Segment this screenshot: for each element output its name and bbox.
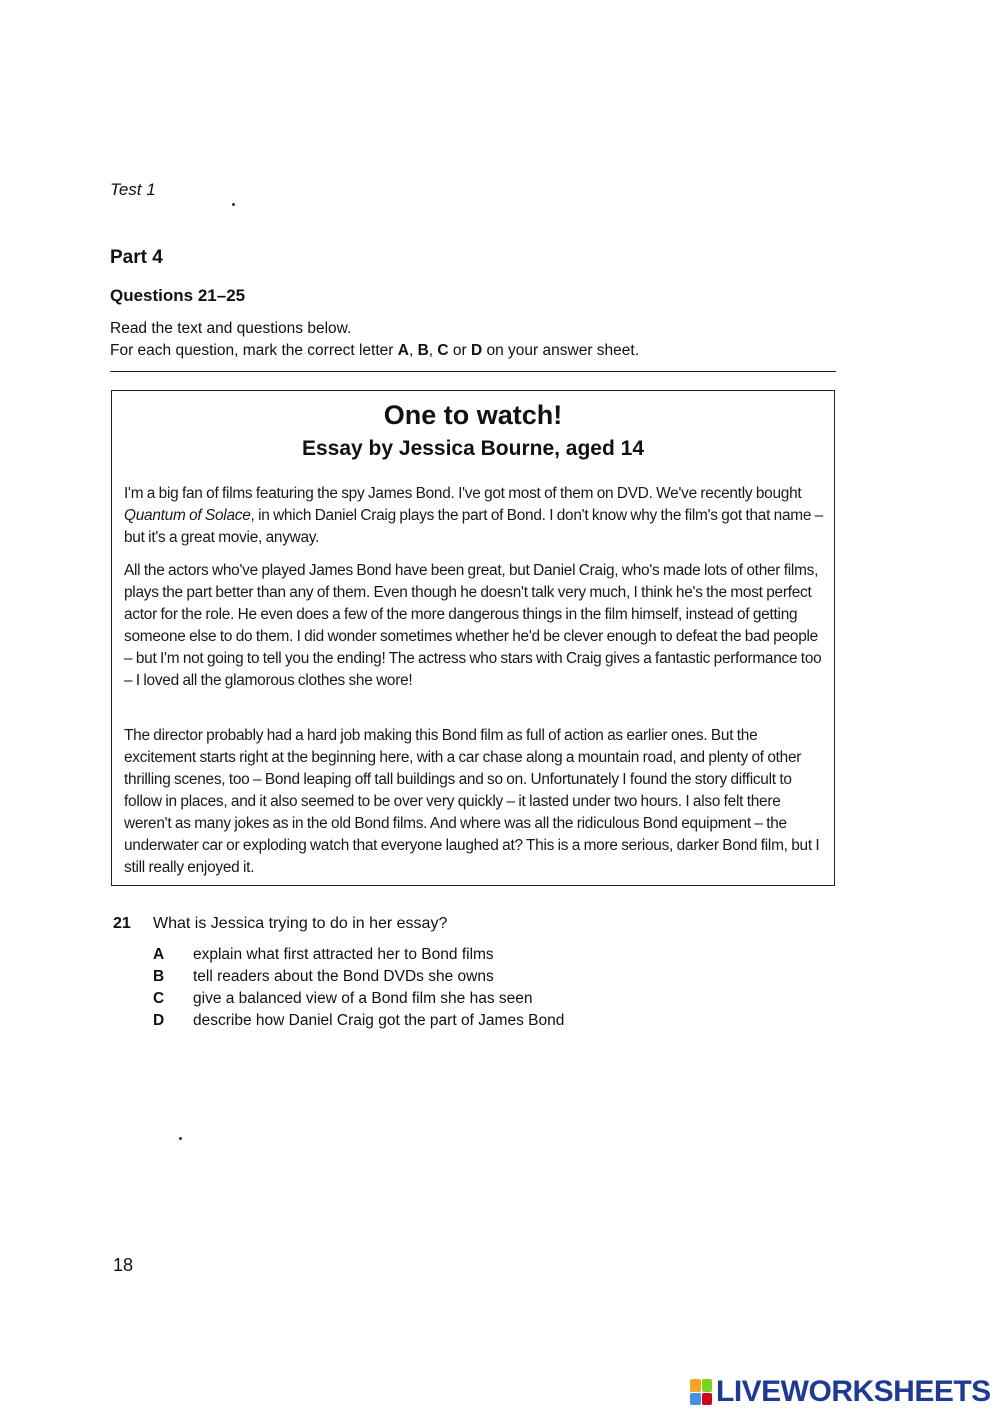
essay-title: One to watch! <box>383 400 563 430</box>
essay-paragraph-2: All the actors who've played James Bond have been great, but Daniel Craig, who's made lots of other films, plays the part better than any of them. Even though he doesn't talk very much, I think he's the most perfect actor for the role. He even does a few of the more dangerous things in the film himself, instead of getting someone else to do them. I did wonder sometimes whether he'd be clever enough to defeat the bad people – but I'm not going to tell you the ending! The actress who stars with Craig gives a fantastic performance too – I loved all the glamorous clothes she wore! <box>124 562 822 689</box>
speck <box>232 203 235 206</box>
liveworksheets-icon <box>690 1379 712 1405</box>
liveworksheets-logo[interactable] <box>690 1376 991 1408</box>
logo-tile-icon <box>702 1379 713 1392</box>
option-letter-b[interactable]: B <box>153 968 165 985</box>
logo-tile-icon <box>690 1379 701 1392</box>
speck <box>179 1137 182 1140</box>
logo-tile-icon <box>690 1393 701 1406</box>
option-text-d[interactable]: describe how Daniel Craig got the part of James Bond <box>193 1012 565 1029</box>
essay-box <box>111 390 835 886</box>
instruction-line-1: Read the text and questions below. <box>110 320 352 337</box>
question-text: What is Jessica trying to do in her essay? <box>153 915 448 932</box>
option-text-a[interactable]: explain what first attracted her to Bond films <box>193 946 494 963</box>
option-letter-d[interactable]: D <box>153 1012 165 1029</box>
divider-rule <box>110 371 836 372</box>
option-text-c[interactable]: give a balanced view of a Bond film she has seen <box>193 990 533 1007</box>
essay-paragraph-3: The director probably had a hard job making this Bond film as full of action as earlier ones. But the excitement starts right at the beginning here, with a car chase along a mountain road, and plenty of other thrilling scenes, too – Bond leaping off tall buildings and so on. Unfortunately I found the story difficult to follow in places, and it also seemed to be over very quickly – it lasted under two hours. I also felt there weren't as many jokes as in the old Bond films. And where was all the ridiculous Bond equipment – the underwater car or exploding watch that everyone laughed at? This is a more serious, darker Bond film, but I still really enjoyed it. <box>124 727 820 876</box>
instruction-line-2: For each question, mark the correct letter A, B, C or D on your answer sheet. <box>110 342 640 359</box>
question-number: 21 <box>113 915 131 932</box>
option-letter-a[interactable]: A <box>153 946 165 963</box>
part-title: Part 4 <box>110 247 163 268</box>
essay-paragraph-1: I'm a big fan of films featuring the spy James Bond. I've got most of them on DVD. We've recently bought Quantum of Solace, in which Daniel Craig plays the part of Bond. I don't know why the film's got that name – but it's a great movie, anyway. <box>124 485 823 546</box>
option-letter-c[interactable]: C <box>153 990 165 1007</box>
liveworksheets-wordmark: LIVEWORKSHEETS <box>716 1375 991 1408</box>
logo-tile-icon <box>702 1393 713 1406</box>
test-label: Test 1 <box>110 180 156 199</box>
essay-byline: Essay by Jessica Bourne, aged 14 <box>301 437 645 460</box>
option-text-b[interactable]: tell readers about the Bond DVDs she owns <box>193 968 494 985</box>
questions-range: Questions 21–25 <box>110 286 246 305</box>
page-number: 18 <box>113 1255 134 1275</box>
